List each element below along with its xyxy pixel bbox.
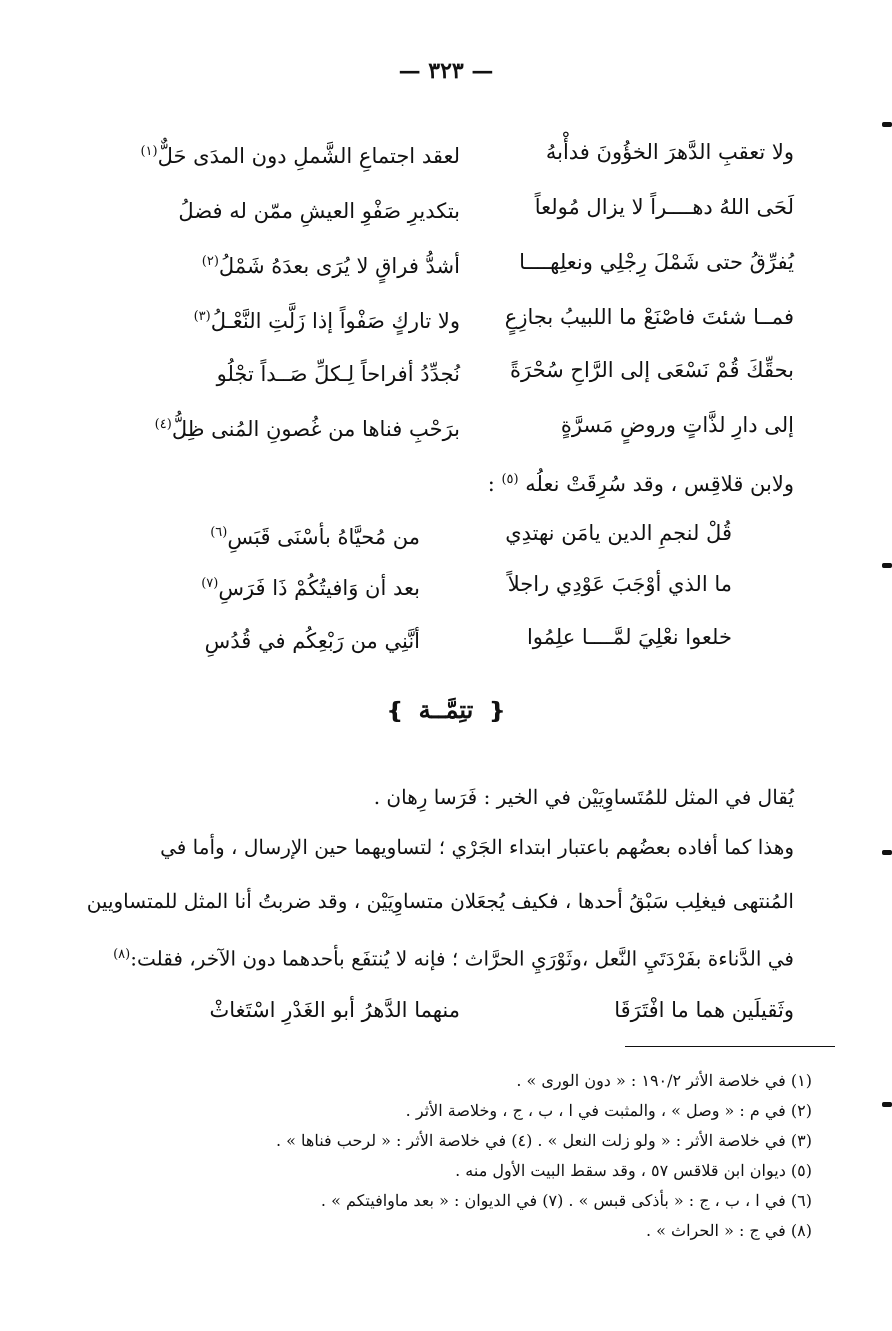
verse-first-hemistich: إلى دارِ لذَّاتٍ وروضٍ مَسرَّةٍ: [560, 413, 794, 437]
verse-second-hemistich: أنَّنِي من رَبْعِكُم في قُدُسِ: [204, 629, 420, 653]
verse-first-hemistich: خلعوا نعْلِيَ لمَّــــا علِمُوا: [526, 625, 732, 649]
verse-second-hemistich: ولا تاركٍ صَفْواً إذا زَلَّتِ النَّعْـلُ$^{(٣)}$: [193, 309, 460, 333]
verse-second-hemistich: أشدُّ فراقٍ لا يُرَى بعدَهُ شَمْلُ$^{(٢)}$: [201, 254, 460, 278]
verse-line: [0, 242, 892, 282]
footnote-ref: (٣): [193, 309, 211, 324]
section-title: [0, 690, 892, 731]
footnotes: [92, 1066, 812, 1246]
verse-first-hemistich: قُلْ لنجمِ الدين يامَن نهتدِي: [505, 521, 732, 545]
footnote-ref: (٨): [113, 947, 131, 962]
footnote: (١) في خلاصة الأثر ١٩٠/٢ : « دون الورى » .: [516, 1071, 812, 1090]
verse-second-hemistich: منهما الدَّهرُ أبو الغَدْرِ اسْتَغاثْ: [209, 998, 460, 1022]
binding-mark: [882, 122, 892, 127]
footnote: (٣) في خلاصة الأثر : « ولو زلت النعل » . (٤) في خلاصة الأثر : « لرحب فناها » .: [275, 1131, 812, 1150]
verse-line: [0, 405, 892, 445]
footnote-ref: (٢): [201, 254, 219, 269]
verse-first-hemistich: يُفرِّقُ حتى شَمْلَ رِجْلِي ونعلِهــــا: [519, 250, 794, 274]
verse-second-hemistich: نُجدِّدُ أفراحاً لِـكلِّ صَــداً تجْلُو: [216, 362, 460, 386]
binding-mark: [882, 850, 892, 855]
verse-first-hemistich: ولا تعقبِ الدَّهرَ الخؤُونَ فدأْبهُ: [545, 140, 794, 164]
verse-second-hemistich: بعد أن وَافيتُكُمْ ذَا فَرَسِ$^{(٧)}$: [201, 576, 420, 600]
verse-first-hemistich: فمــا شئتَ فاصْنَعْ ما اللبيبُ بجازِعٍ: [504, 305, 794, 329]
footnote-ref: (٦): [210, 525, 228, 540]
verse-first-hemistich: لَحَى اللهُ دهــــراً لا يزال مُولعاً: [534, 195, 794, 219]
verse-line: [0, 513, 892, 553]
ornament-right: ❵: [487, 698, 507, 724]
footnote: (٢) في م : « وصل » ، والمثبت في ا ، ب ، ج ، وخلاصة الأثر .: [405, 1101, 812, 1120]
footnote-ref: (٥): [501, 472, 519, 487]
poem-introduction: ولابن قلاقِس ، وقد سُرِقَتْ نعلُه $^{(٥)}$ :: [487, 472, 794, 496]
footnote-ref: (١): [140, 144, 158, 159]
prose-line: يُقال في المثل للمُتَساوِيَيْن في الخير : فَرَسا رِهان .: [373, 785, 794, 809]
prose-line: وهذا كما أفاده بعضُهم باعتبار ابتداء الجَرْي ؛ لتساويهما حين الإرسال ، وأما في: [160, 835, 794, 859]
page-number: — ٣٢٣ —: [398, 58, 494, 84]
verse-line: [0, 617, 892, 657]
prose-line: في الدَّناءة بفَرْدَتَيِ النَّعل ،وثَوْرَيِ الحرَّاث ؛ فإنه لا يُنتفَع بأحدهما دون الآخر، فقلت:$^{(٨)}$: [113, 946, 794, 971]
ornament-left: ❴: [385, 698, 405, 724]
binding-mark: [882, 1102, 892, 1107]
verse-line: [0, 187, 892, 227]
verse-second-hemistich: من مُحيَّاهُ بأسْنَى قَبَسِ$^{(٦)}$: [210, 525, 420, 549]
verse-second-hemistich: بتكديرِ صَفْوِ العيشِ ممّن له فضلُ: [178, 199, 460, 223]
verse-first-hemistich: وثَقيلَين هما ما افْتَرَقَا: [614, 998, 794, 1022]
footnote-ref: (٤): [154, 417, 172, 432]
verse-second-hemistich: لعقد اجتماعِ الشَّملِ دون المدَى حَلٌّ$^{(١)}$: [140, 144, 460, 168]
verse-line: [0, 297, 892, 337]
footnote-ref: (٧): [201, 576, 219, 591]
prose-line: المُنتهى فيغلِب سَبْقُ أحدها ، فكيف يُجعَلان متساوِيَيْن ، وقد ضربتُ أنا المثل للمتساويين: [86, 889, 794, 913]
section-title-text: تتِمَّــة: [418, 695, 474, 724]
binding-mark: [882, 563, 892, 568]
footnote: (٥) ديوان ابن قلاقس ٥٧ ، وقد سقط البيت الأول منه .: [455, 1161, 812, 1180]
verse-line: [0, 990, 892, 1030]
verse-line: [0, 564, 892, 604]
verse-line: [0, 132, 892, 172]
footnote: (٨) في ج : « الحراث » .: [645, 1221, 812, 1240]
verse-second-hemistich: برَحْبِ فناها من غُصونِ المُنى ظِلُّ$^{(٤)}$: [154, 417, 460, 441]
footnote: (٦) في ا ، ب ، ج : « بأذكى قبس » . (٧) في الديوان : « بعد ماوافيتكم » .: [320, 1191, 812, 1210]
verse-line: [0, 350, 892, 390]
verse-first-hemistich: بحقِّكَ قُمْ نَسْعَى إلى الرَّاحِ سُحْرَةً: [509, 358, 794, 382]
footnote-separator: [625, 1046, 835, 1047]
verse-first-hemistich: ما الذي أوْجَبَ عَوْدِي راجلاً: [507, 572, 732, 596]
